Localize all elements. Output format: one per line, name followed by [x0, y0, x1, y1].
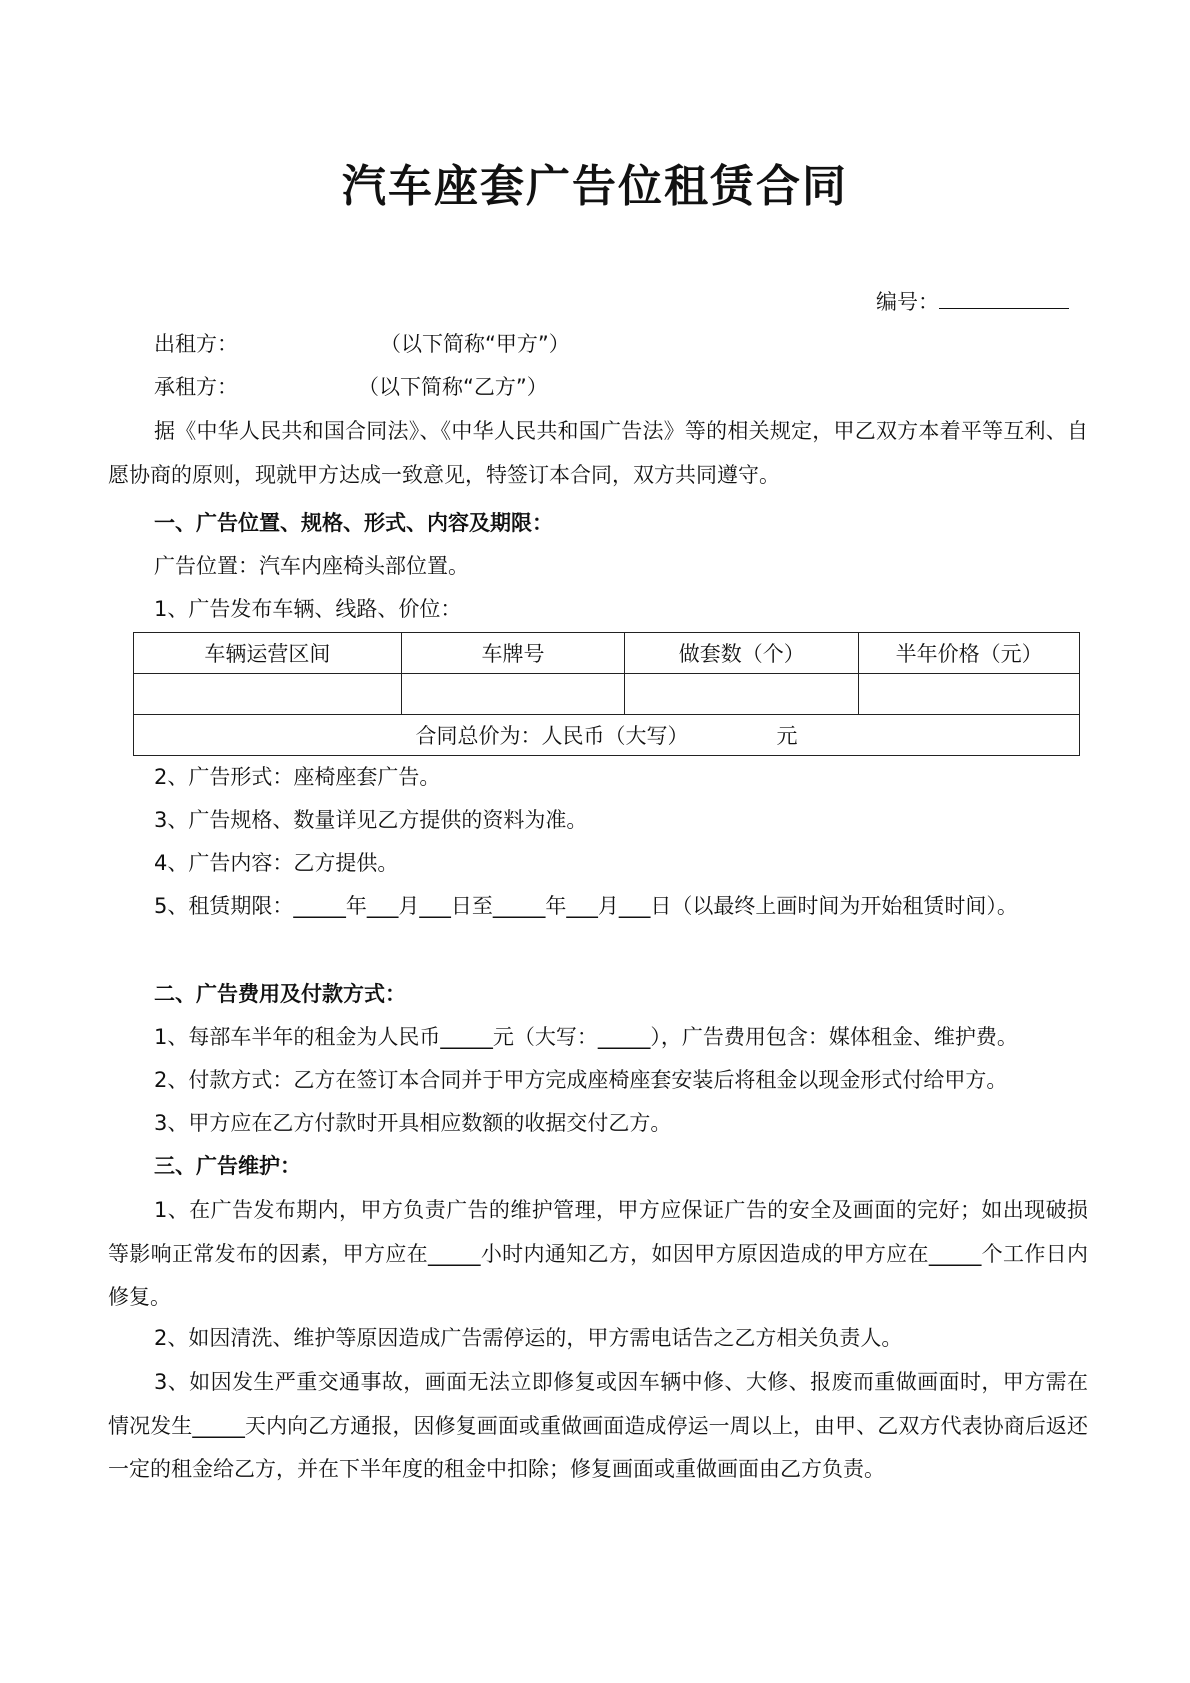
vehicle-price-table [133, 632, 1080, 756]
section1-item3: 3、广告规格、数量详见乙方提供的资料为准。 [154, 808, 588, 832]
document-title: 汽车座套广告位租赁合同 [342, 161, 848, 212]
table-row [134, 674, 1080, 715]
section3-item1: 1、在广告发布期内，甲方负责广告的维护管理，甲方应保证广告的安全及画面的完好；如出现破损等影响正常发布的因素，甲方应在_____小时内通知乙方，如因甲方原因造成的甲方应在_____个工作日内修复。 [108, 1198, 1088, 1310]
section1-item5: 5、租赁期限：_____年___月___日至_____年___月___日（以最终上画时间为开始租赁时间）。 [154, 894, 1018, 918]
lessor-line [154, 329, 570, 359]
total-price-cell [134, 715, 1080, 756]
header-route: 车辆运营区间 [134, 633, 402, 674]
header-plate: 车牌号 [401, 633, 625, 674]
section1-item1: 1、广告发布车辆、线路、价位： [154, 597, 462, 621]
serial-label: 编号： [876, 290, 939, 314]
section1-heading: 一、广告位置、规格、形式、内容及期限： [154, 511, 553, 535]
ad-position: 广告位置：汽车内座椅头部位置。 [154, 554, 469, 578]
section3-item3: 3、如因发生严重交通事故，画面无法立即修复或因车辆中修、大修、报废而重做画面时，甲方需在情况发生_____天内向乙方通报，因修复画面或重做画面造成停运一周以上，由甲、乙双方代表协商后返还一定的租金给乙方，并在下半年度的租金中扣除；修复画面或重做画面由乙方负责。 [108, 1370, 1088, 1482]
section3-heading: 三、广告维护： [154, 1154, 301, 1178]
serial-number [876, 287, 1069, 317]
section2-item3: 3、甲方应在乙方付款时开具相应数额的收据交付乙方。 [154, 1111, 672, 1135]
cell-price[interactable] [859, 674, 1080, 715]
section2-heading: 二、广告费用及付款方式： [154, 982, 406, 1006]
table-header-row [134, 633, 1080, 674]
cell-sets[interactable] [625, 674, 859, 715]
lessor-label: 出租方： [154, 332, 238, 356]
total-suffix: 元 [776, 724, 798, 748]
lessee-line [154, 372, 548, 402]
cell-plate[interactable] [401, 674, 625, 715]
section2-item1: 1、每部车半年的租金为人民币_____元（大写：_____），广告费用包含：媒体租金、维护费。 [154, 1025, 1018, 1049]
lessor-alias: （以下简称“甲方”） [380, 332, 570, 356]
cell-route[interactable] [134, 674, 402, 715]
header-price: 半年价格（元） [859, 633, 1080, 674]
section1-item2: 2、广告形式：座椅座套广告。 [154, 765, 441, 789]
serial-blank[interactable] [939, 290, 1069, 309]
section2-item2: 2、付款方式：乙方在签订本合同并于甲方完成座椅座套安装后将租金以现金形式付给甲方。 [154, 1068, 1008, 1092]
lessee-label: 承租方： [154, 375, 238, 399]
section1-item4: 4、广告内容：乙方提供。 [154, 851, 399, 875]
total-prefix: 合同总价为：人民币（大写） [415, 724, 689, 748]
header-sets: 做套数（个） [625, 633, 859, 674]
lessee-alias: （以下简称“乙方”） [358, 375, 548, 399]
table-total-row [134, 715, 1080, 756]
intro-paragraph: 据《中华人民共和国合同法》、《中华人民共和国广告法》等的相关规定，甲乙双方本着平等互利、自愿协商的原则，现就甲方达成一致意见，特签订本合同，双方共同遵守。 [108, 419, 1088, 487]
section3-item2: 2、如因清洗、维护等原因造成广告需停运的，甲方需电话告之乙方相关负责人。 [154, 1326, 903, 1350]
